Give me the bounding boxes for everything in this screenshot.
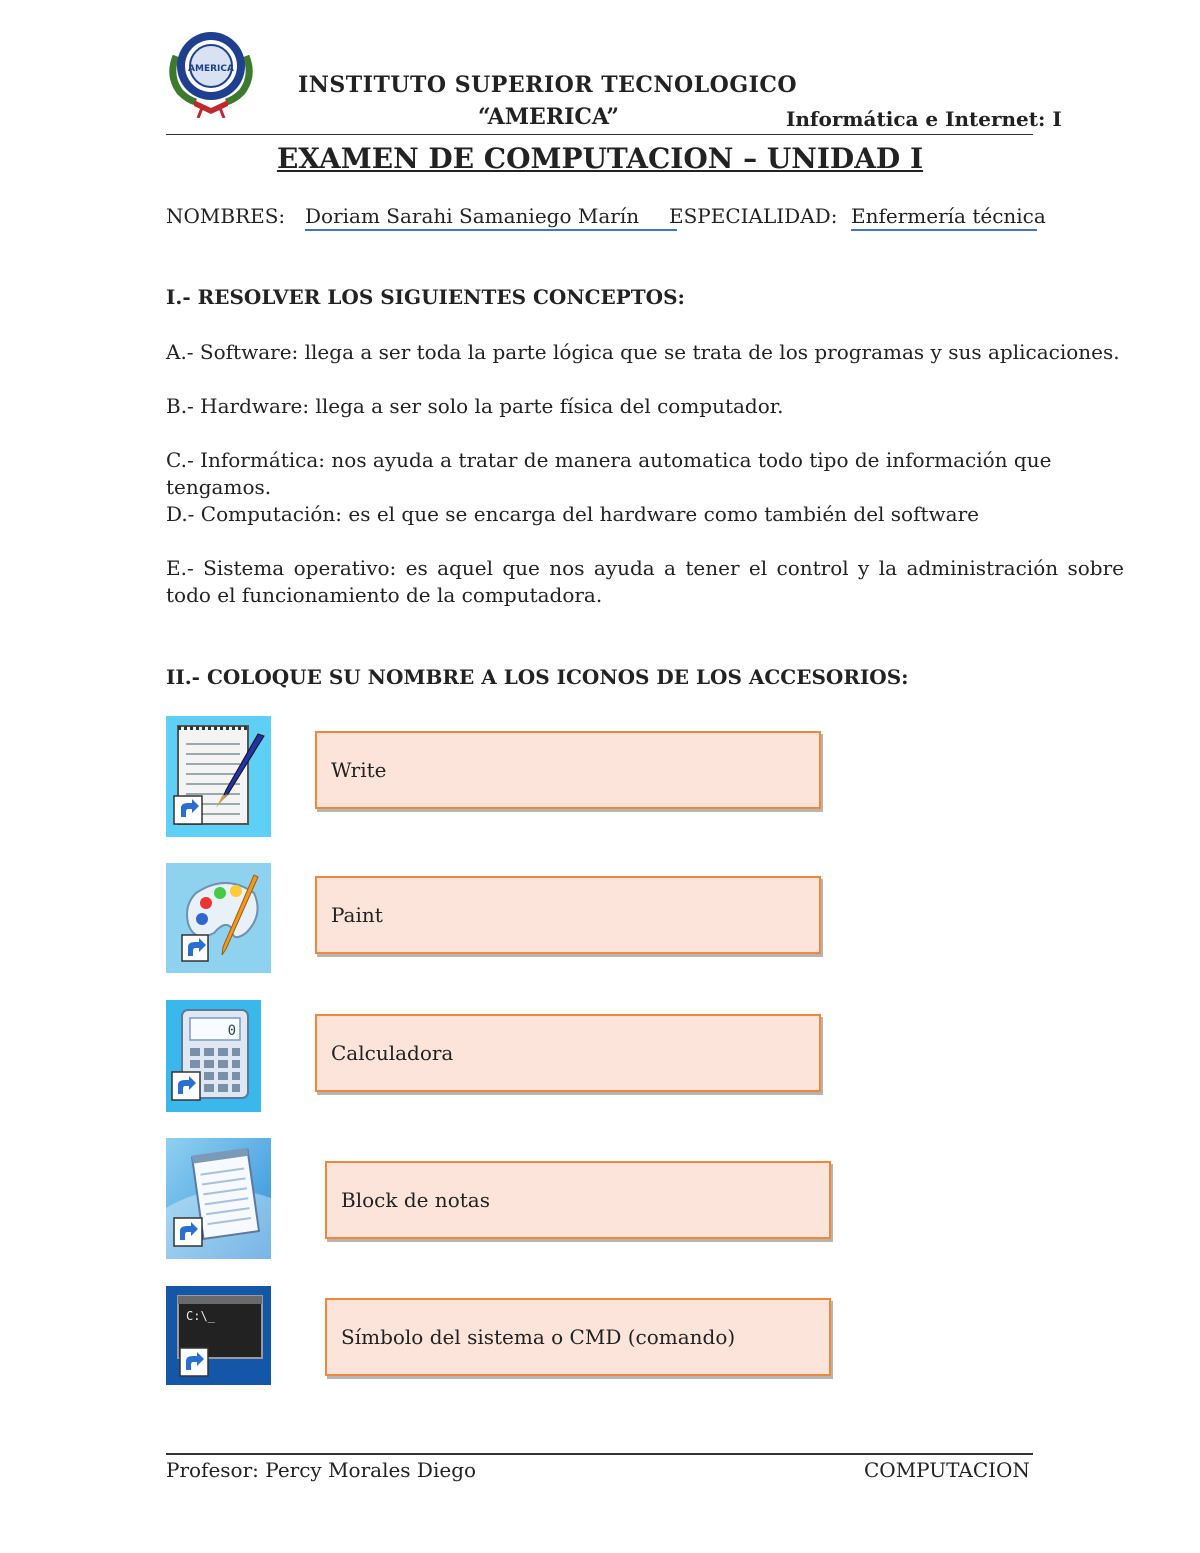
concept-software: A.- Software: llega a ser toda la parte lógica que se trata de los programas y sus aplicaciones. (166, 340, 1120, 364)
answer-box-block-de-notas[interactable] (325, 1161, 831, 1239)
answer-text: Block de notas (341, 1188, 490, 1212)
concept-sistema-operativo: E.- Sistema operativo: es aquel que nos ayuda a tener el control y la administración sobre todo el funcionamiento de la computadora. (166, 556, 1124, 607)
specialty-label: ESPECIALIDAD: (669, 204, 838, 228)
paint-icon (166, 863, 271, 973)
specialty-field[interactable]: Enfermería técnica (851, 204, 1046, 228)
concept-hardware: B.- Hardware: llega a ser solo la parte física del computador. (166, 394, 784, 418)
answer-text: Paint (331, 903, 383, 927)
exam-title: EXAMEN DE COMPUTACION – UNIDAD I (276, 142, 924, 175)
concept-informatica: C.- Informática: nos ayuda a tratar de manera automatica todo tipo de información que tengamos. (166, 448, 1052, 499)
course-label: Informática e Internet: I (786, 107, 1062, 131)
logo-text: AMERICA (188, 64, 234, 74)
names-underline (305, 229, 677, 231)
answer-text: Símbolo del sistema o CMD (comando) (341, 1325, 736, 1349)
answer-box-write[interactable] (315, 731, 821, 809)
cmd-icon (166, 1286, 271, 1385)
svg-text:0: 0 (227, 1023, 236, 1039)
answer-box-cmd[interactable] (325, 1298, 831, 1376)
calculator-icon (166, 1000, 261, 1112)
concept-computacion: D.- Computación: es el que se encarga del hardware como también del software (166, 502, 979, 526)
notepad-icon (166, 1138, 271, 1259)
cmd-screen-text: C:\_ (186, 1309, 215, 1323)
names-field[interactable]: Doriam Sarahi Samaniego Marín (305, 204, 640, 228)
footer-subject: COMPUTACION (864, 1458, 1030, 1482)
names-label: NOMBRES: (166, 204, 286, 228)
answer-text: Calculadora (331, 1041, 454, 1065)
footer-professor: Profesor: Percy Morales Diego (166, 1458, 477, 1482)
institution-name: INSTITUTO SUPERIOR TECNOLOGICO (298, 72, 798, 98)
answer-box-calculadora[interactable] (315, 1014, 821, 1092)
answer-text: Write (331, 758, 387, 782)
section-1-heading: I.- RESOLVER LOS SIGUIENTES CONCEPTOS: (166, 285, 685, 309)
institution-subtitle: “AMERICA” (478, 104, 620, 130)
answer-box-paint[interactable] (315, 876, 821, 954)
header-divider (166, 134, 1033, 135)
specialty-underline (851, 229, 1037, 231)
footer-divider (166, 1453, 1033, 1455)
write-icon (166, 716, 271, 837)
institution-logo (166, 26, 256, 118)
section-2-heading: II.- COLOQUE SU NOMBRE A LOS ICONOS DE LOS ACCESORIOS: (166, 665, 909, 689)
